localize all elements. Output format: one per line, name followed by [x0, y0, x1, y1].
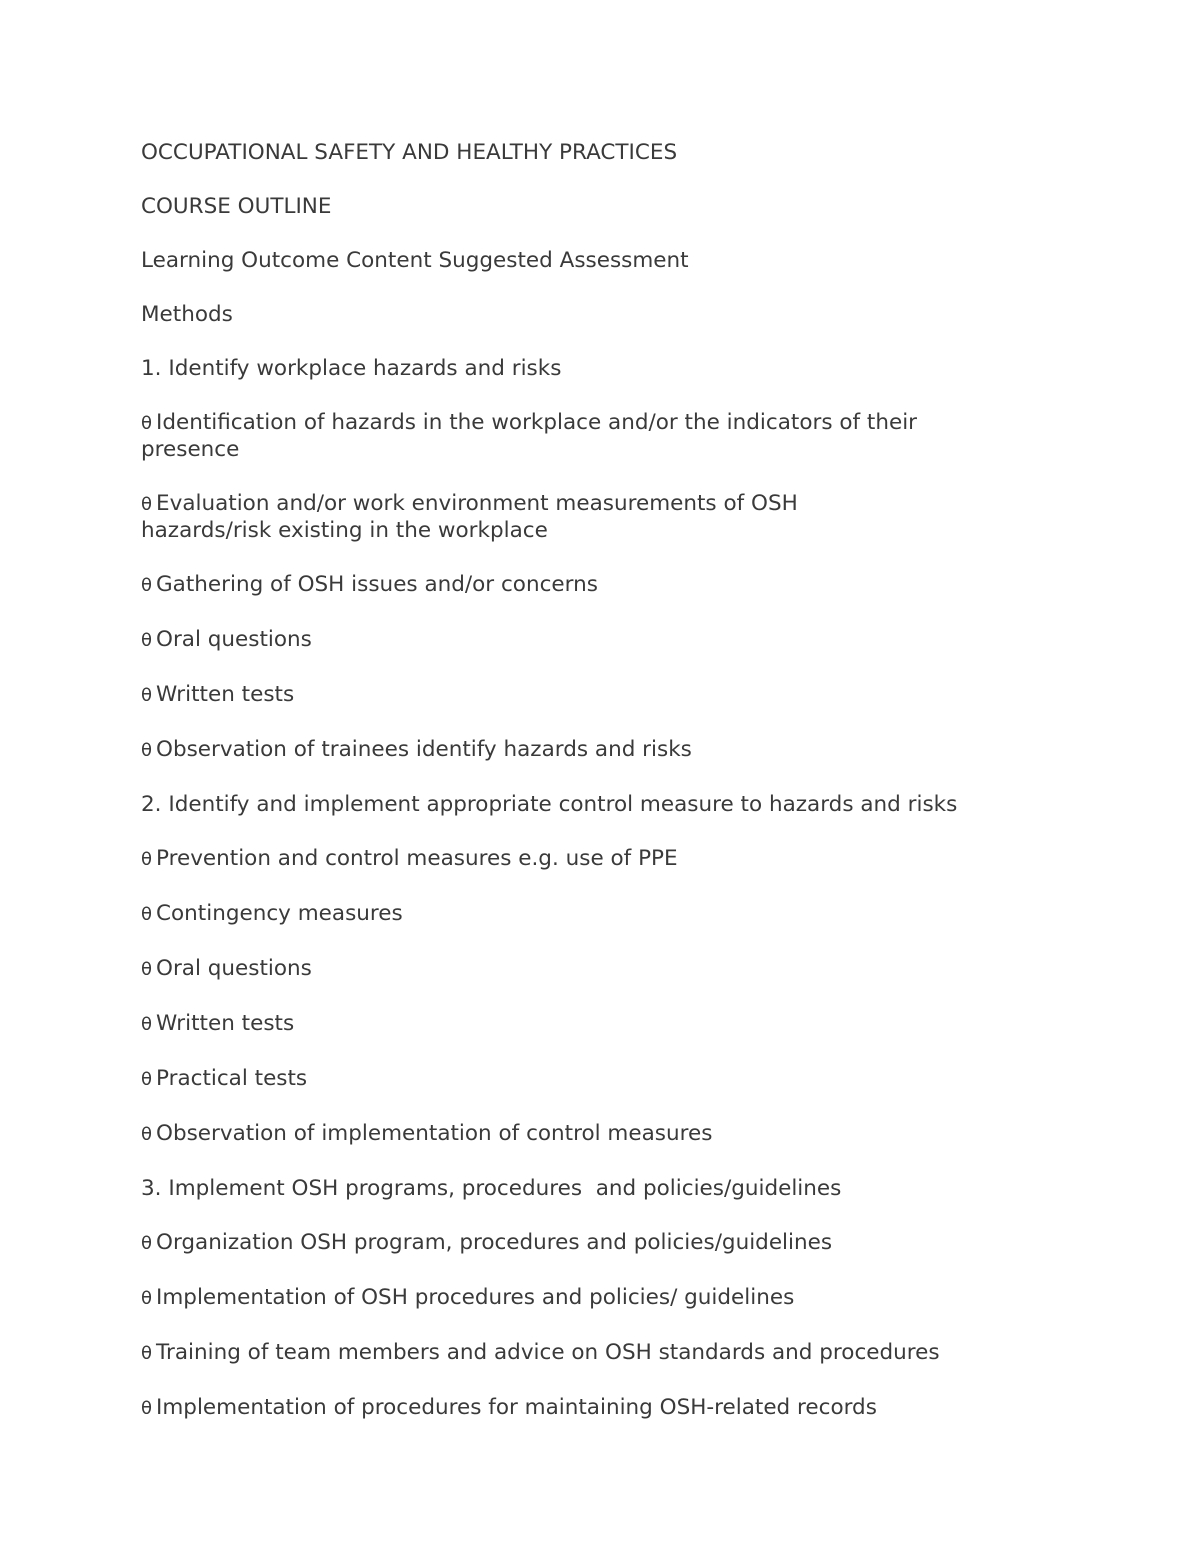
list-item-text: Oral questions	[156, 956, 312, 981]
bullet-icon: θ	[141, 740, 153, 761]
list-item-text: Observation of implementation of control measures	[156, 1121, 713, 1146]
list-item-text: Written tests	[156, 682, 295, 707]
list-item	[141, 572, 1101, 599]
bullet-icon: θ	[141, 685, 153, 706]
bullet-icon: θ	[141, 904, 153, 925]
list-item	[141, 1121, 1101, 1148]
bullet-icon: θ	[141, 1014, 153, 1035]
list-item	[141, 682, 1101, 709]
list-item-text: Training of team members and advice on OSH standards and procedures	[156, 1340, 940, 1365]
bullet-icon: θ	[141, 959, 153, 980]
columns-header-continued: Methods	[141, 302, 233, 327]
bullet-icon: θ	[141, 1124, 153, 1145]
list-item-text: Implementation of OSH procedures and policies/ guidelines	[156, 1285, 795, 1310]
list-item-text: Observation of trainees identify hazards and risks	[156, 737, 692, 762]
bullet-icon: θ	[141, 1343, 153, 1364]
document-subtitle: COURSE OUTLINE	[141, 194, 332, 219]
bullet-icon: θ	[141, 630, 153, 651]
document-title: OCCUPATIONAL SAFETY AND HEALTHY PRACTICES	[141, 140, 678, 165]
list-item-text: Oral questions	[156, 627, 312, 652]
list-item	[141, 1340, 1101, 1367]
section-heading: 2. Identify and implement appropriate control measure to hazards and risks	[141, 792, 958, 817]
section-heading: 3. Implement OSH programs, procedures and policies/guidelines	[141, 1176, 842, 1201]
list-item	[141, 1011, 1101, 1038]
list-item	[141, 491, 921, 544]
bullet-icon: θ	[141, 1233, 153, 1254]
bullet-icon: θ	[141, 575, 153, 596]
list-item-text: Implementation of procedures for maintaining OSH-related records	[156, 1395, 877, 1420]
list-item	[141, 846, 1101, 873]
section-heading: 1. Identify workplace hazards and risks	[141, 356, 562, 381]
bullet-icon: θ	[141, 1288, 153, 1309]
bullet-icon: θ	[141, 413, 153, 434]
list-item	[141, 1066, 1101, 1093]
document-page	[141, 140, 1101, 1450]
columns-header: Learning Outcome Content Suggested Assessment	[141, 248, 689, 273]
list-item	[141, 956, 1101, 983]
list-item	[141, 737, 1101, 764]
list-item	[141, 1395, 1101, 1422]
bullet-icon: θ	[141, 1069, 153, 1090]
bullet-icon: θ	[141, 494, 153, 515]
list-item-text: Contingency measures	[156, 901, 403, 926]
list-item	[141, 410, 921, 463]
list-item-text: Prevention and control measures e.g. use of PPE	[156, 846, 678, 871]
list-item-text: Written tests	[156, 1011, 295, 1036]
list-item-text: Gathering of OSH issues and/or concerns	[156, 572, 598, 597]
list-item	[141, 627, 1101, 654]
list-item	[141, 1285, 1101, 1312]
list-item-text: Practical tests	[156, 1066, 308, 1091]
list-item-text: Identification of hazards in the workplace and/or the indicators of their presence	[141, 410, 918, 462]
list-item-text: Evaluation and/or work environment measurements of OSH hazards/risk existing in the workplace	[141, 491, 798, 543]
list-item	[141, 1230, 1101, 1257]
bullet-icon: θ	[141, 849, 153, 870]
list-item-text: Organization OSH program, procedures and policies/guidelines	[156, 1230, 833, 1255]
bullet-icon: θ	[141, 1398, 153, 1419]
list-item	[141, 901, 1101, 928]
